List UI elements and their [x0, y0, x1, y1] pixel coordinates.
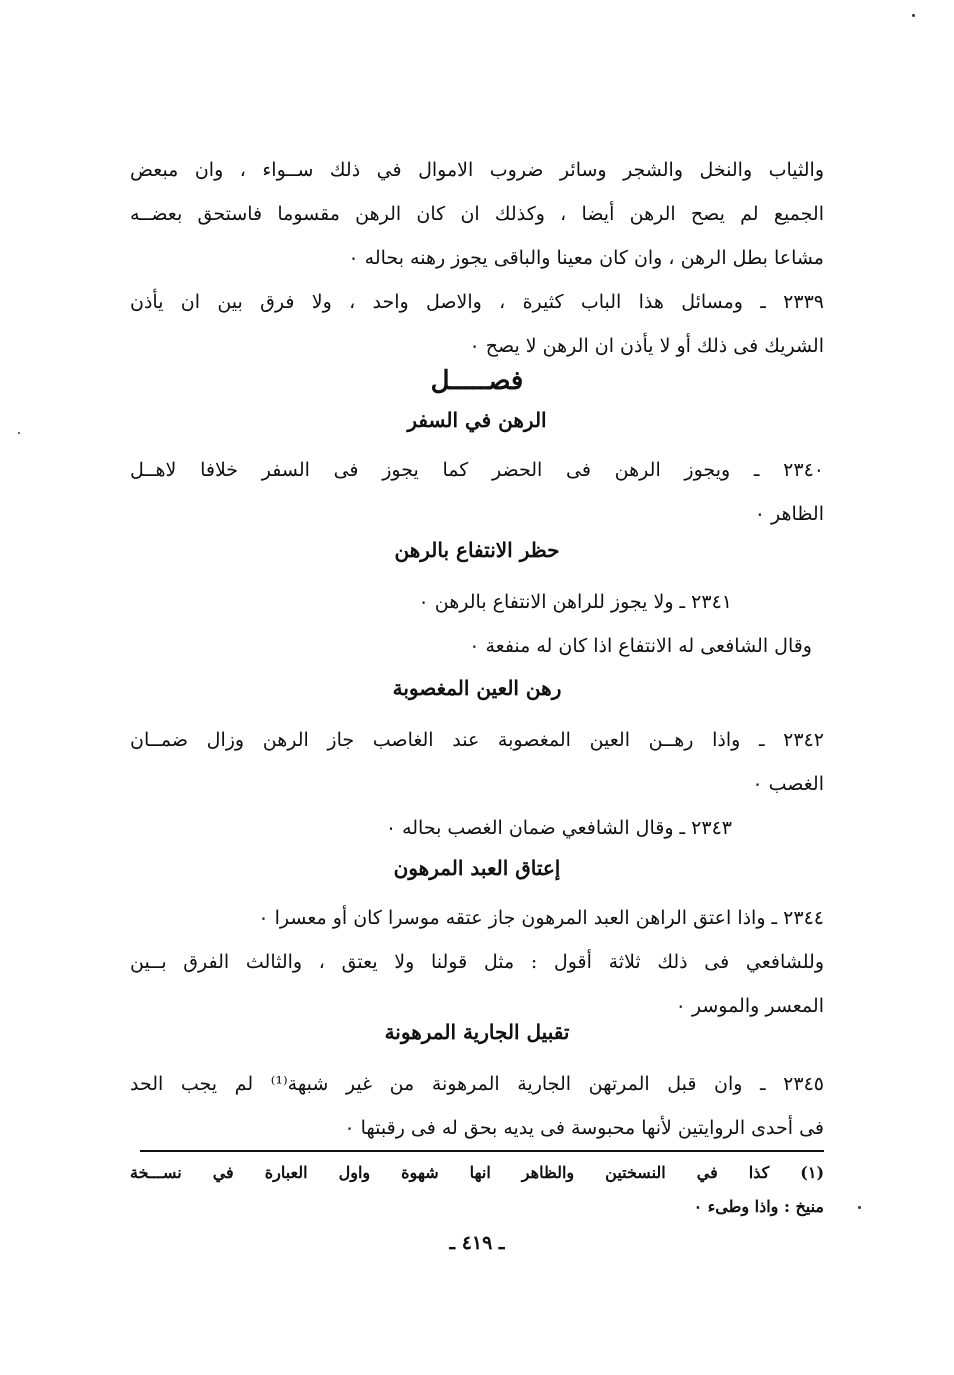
- text-line: الغصب ٠: [752, 773, 824, 795]
- text-line: ٢٣٣٩ ـ ومسائل هذا الباب كثيرة ، والاصل واحد ، ولا فرق بين ان يأذن: [130, 291, 824, 313]
- text-line: والثياب والنخل والشجر وسائر ضروب الاموال في ذلك ســواء ، وان مبعض: [130, 159, 824, 181]
- footnote-divider: [140, 1150, 824, 1152]
- scan-speck: [912, 14, 915, 17]
- scan-speck: [18, 432, 20, 434]
- section-body: [130, 448, 824, 536]
- text-line: الجميع لم يصح الرهن أيضا ، وكذلك ان كان الرهن مقسوما فاستحق بعضــه: [130, 203, 824, 225]
- section-body: [130, 718, 824, 850]
- section-title: الرهن في السفر: [407, 408, 547, 432]
- text-line: ٢٣٤٥ ـ وان قبل المرتهن الجارية المرهونة من غير شبهة⁽¹⁾ لم يجب الحد: [130, 1073, 824, 1095]
- section-title: رهن العين المغصوبة: [392, 676, 562, 700]
- text-line: ٢٣٤٣ ـ وقال الشافعي ضمان الغصب بحاله ٠: [385, 817, 732, 839]
- page-number: ـ ٤١٩ ـ: [449, 1232, 505, 1254]
- text-line: وللشافعي فى ذلك ثلاثة أقول : مثل قولنا ولا يعتق ، والثالث الفرق بــين: [130, 951, 824, 973]
- footnote: [130, 1156, 824, 1224]
- scan-speck: [858, 1206, 861, 1209]
- text-line: وقال الشافعى له الانتفاع اذا كان له منفعة ٠: [469, 635, 812, 657]
- section-title: تقبيل الجارية المرهونة: [384, 1020, 570, 1044]
- intro-paragraph: [130, 148, 824, 368]
- section-body: [130, 896, 824, 1028]
- text-line: مشاعا بطل الرهن ، وان كان معينا والباقى يجوز رهنه بحاله ٠: [348, 247, 824, 269]
- text-line: فى أحدى الروايتين لأنها محبوسة فى يديه بحق له فى رقبتها ٠: [344, 1117, 824, 1139]
- text-line: ٢٣٤٠ ـ ويجوز الرهن فى الحضر كما يجوز فى السفر خلافا لاهــل: [130, 459, 824, 481]
- text-line: المعسر والموسر ٠: [675, 995, 824, 1017]
- section-title: حظر الانتفاع بالرهن: [394, 538, 560, 562]
- chapter-heading: فصـــــل: [430, 366, 524, 396]
- section-body: [130, 580, 824, 668]
- text-line: ٢٣٤٢ ـ واذا رهــن العين المغصوبة عند الغاصب جاز الرهن وزال ضمــان: [130, 729, 824, 751]
- text-line: الشريك فى ذلك أو لا يأذن ان الرهن لا يصح ٠: [469, 335, 824, 357]
- section-body: [130, 1062, 824, 1150]
- footnote-line: منيخ : واذا وطىء ٠: [693, 1197, 824, 1216]
- text-line: ٢٣٤١ ـ ولا يجوز للراهن الانتفاع بالرهن ٠: [418, 591, 732, 613]
- section-title: إعتاق العبد المرهون: [393, 856, 561, 880]
- text-line: الظاهر ٠: [754, 503, 824, 525]
- footnote-line: (١) كذا في النسختين والظاهر انها شهوة واول العبارة في نســـخة: [130, 1163, 824, 1182]
- text-line: ٢٣٤٤ ـ واذا اعتق الراهن العبد المرهون جاز عتقه موسرا كان أو معسرا ٠: [258, 907, 824, 929]
